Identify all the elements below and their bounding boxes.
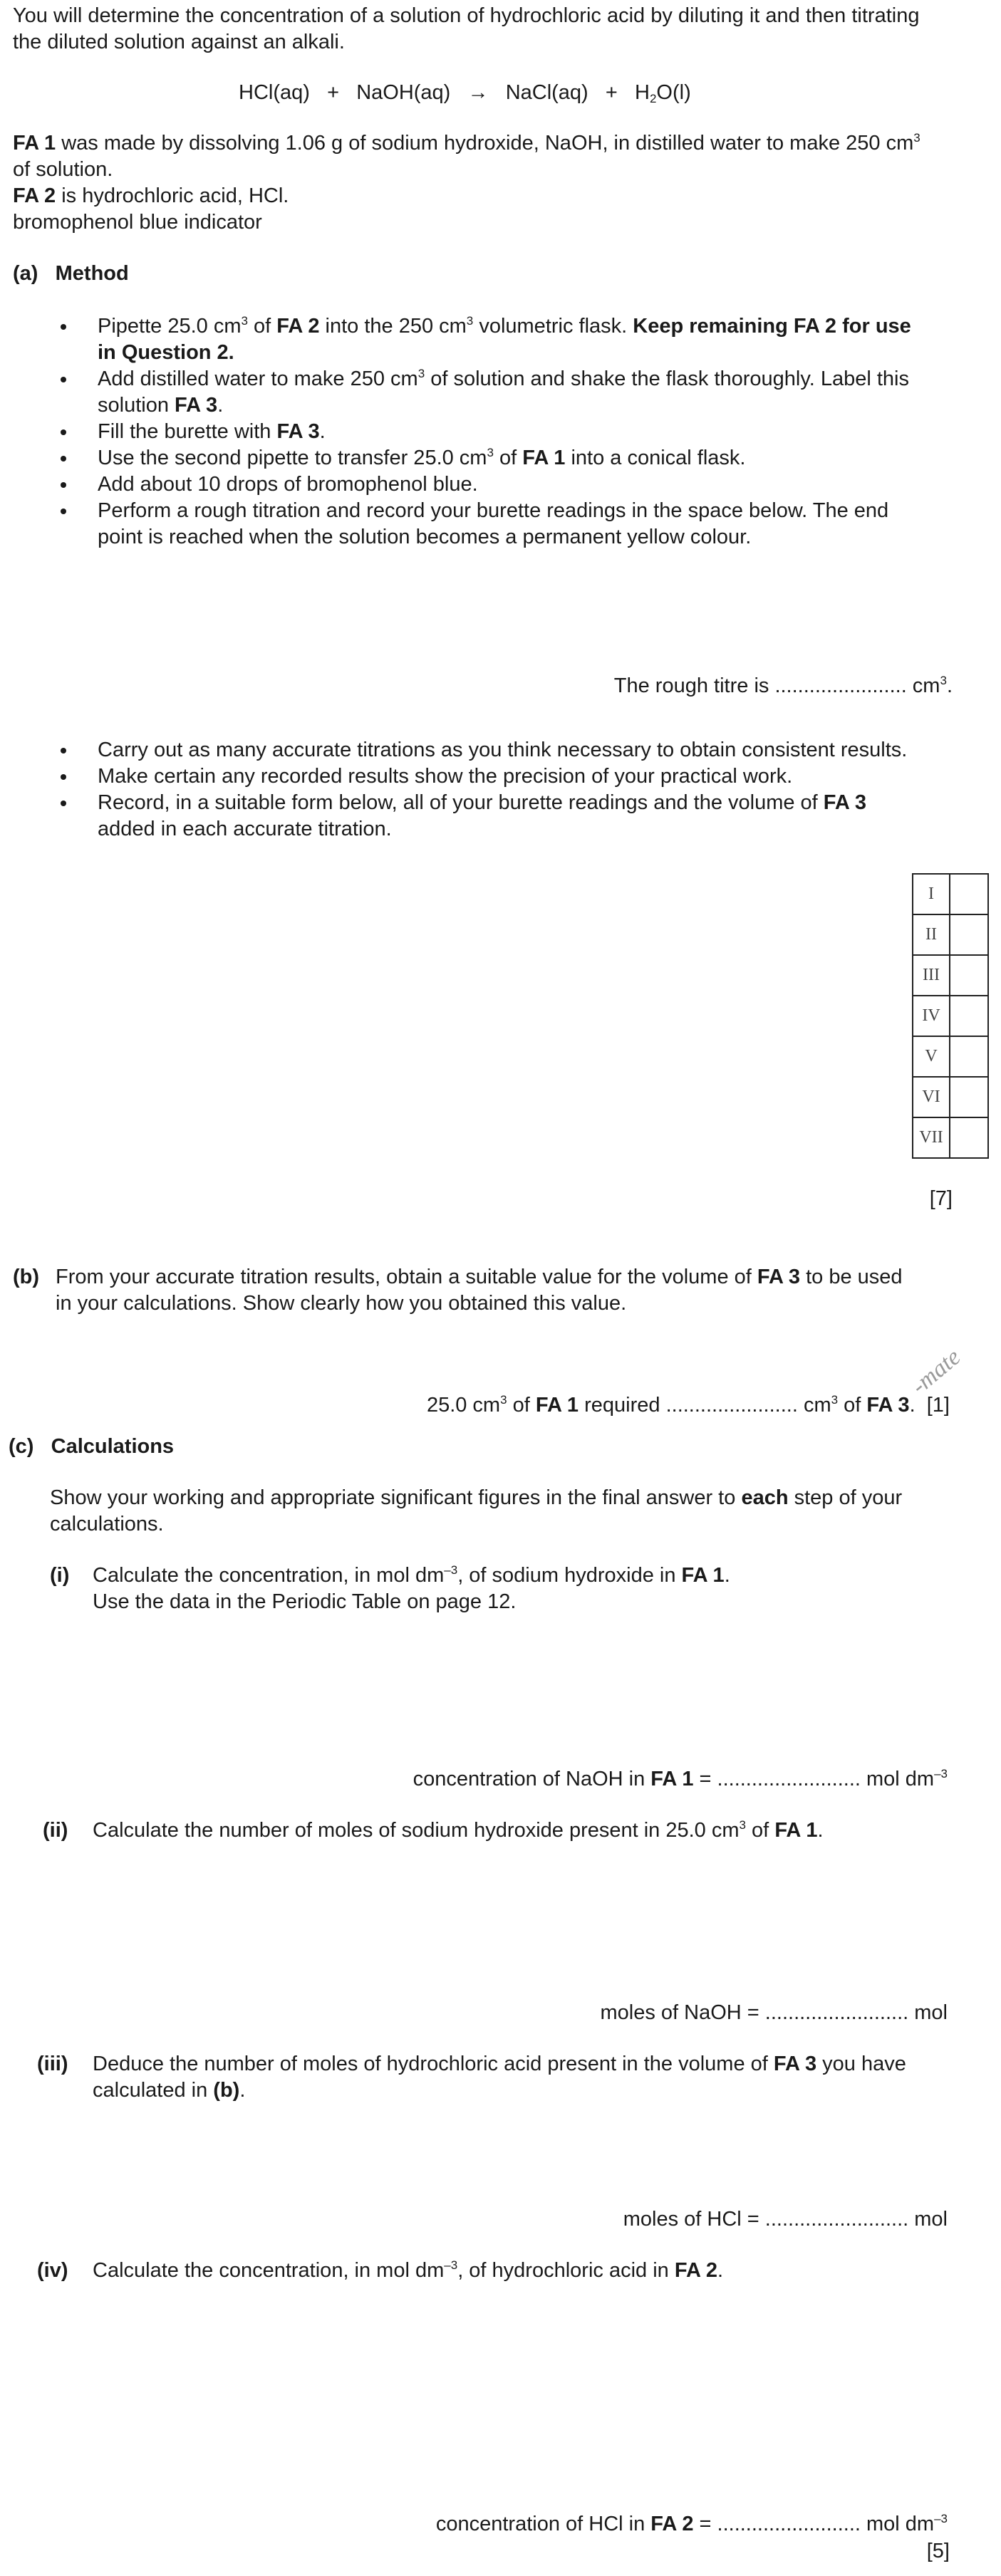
eq-plus-2: + <box>605 81 618 104</box>
part-c-iv-label: (iv) <box>37 2259 68 2282</box>
mark-box <box>950 955 988 996</box>
part-c-i-label: (i) <box>50 1564 70 1587</box>
fa1-description-cont: of solution. <box>13 158 113 181</box>
part-b-question-cont: in your calculations. Show clearly how you obtained this value. <box>56 1292 627 1315</box>
marks-table <box>912 873 989 1159</box>
method-step-9: Record, in a suitable form below, all of your burette readings and the volume of FA 3 <box>98 791 866 814</box>
method-step-2-cont: solution FA 3. <box>98 394 224 417</box>
mark-box <box>950 1117 988 1158</box>
mark-label: VII <box>913 1117 950 1158</box>
part-b-label: (b) <box>13 1266 40 1288</box>
watermark-text: -mate <box>906 1343 966 1399</box>
part-b-answer: 25.0 $cm^3$ of FA 1 required ....................... $cm^3$ of FA 3. [1] <box>426 1393 950 1417</box>
eq-arrow: → <box>467 81 489 104</box>
method-step-8: Make certain any recorded results show the precision of your practical work. <box>98 765 793 788</box>
eq-hcl: HCl(aq) <box>239 81 310 104</box>
mark-label: II <box>913 914 950 955</box>
bullet-icon <box>61 748 66 753</box>
part-c-instructions-cont: calculations. <box>50 1513 164 1535</box>
bullet-icon <box>61 324 66 330</box>
method-step-2: Add distilled water to make 250 $cm^3$ of solution and shake the flask thoroughly. Label this <box>98 367 909 390</box>
part-c-i-question-cont: Use the data in the Periodic Table on page 12. <box>93 1590 517 1613</box>
mark-label: I <box>913 874 950 914</box>
fa1-description: FA 1 was made by dissolving 1.06 g of sodium hydroxide, NaOH, in distilled water to make 250 $cm^3$ <box>13 131 920 155</box>
part-c-instructions: Show your working and appropriate significant figures in the final answer to each step of your <box>50 1486 903 1509</box>
mark-label: III <box>913 955 950 996</box>
fa2-description: FA 2 is hydrochloric acid, HCl. <box>13 184 289 207</box>
method-step-9-cont: added in each accurate titration. <box>98 818 392 840</box>
part-c-heading: (c) Calculations <box>9 1435 175 1458</box>
table-row <box>913 996 988 1036</box>
eq-nacl: NaCl(aq) <box>505 81 588 104</box>
method-step-3: Fill the burette with FA 3. <box>98 420 326 443</box>
bullet-icon <box>61 801 66 806</box>
bullet-icon <box>61 429 66 435</box>
part-a-marks: [7] <box>929 1187 953 1210</box>
mark-label: V <box>913 1036 950 1077</box>
intro-line-1: You will determine the concentration of a solution of hydrochloric acid by diluting it and then titrating <box>13 4 920 27</box>
mark-box <box>950 1077 988 1117</box>
bullet-icon <box>61 482 66 488</box>
method-step-4: Use the second pipette to transfer 25.0 $cm^3$ of FA 1 into a conical flask. <box>98 446 746 469</box>
intro-line-2: the diluted solution against an alkali. <box>13 31 345 53</box>
part-c-iii-answer: moles of HCl = ......................... mol <box>623 2208 948 2231</box>
bullet-icon <box>61 377 66 382</box>
part-c-iii-question-cont: calculated in (b). <box>93 2079 246 2102</box>
table-row <box>913 914 988 955</box>
reaction-equation <box>239 80 691 106</box>
part-c-i-answer: concentration of NaOH in FA 1 = ......................... mol $dm^{-3}$ <box>413 1767 948 1790</box>
bullet-icon <box>61 774 66 780</box>
method-step-1: Pipette 25.0 $cm^3$ of FA 2 into the 250 $cm^3$ volumetric flask. Keep remaining FA 2 for use <box>98 314 911 338</box>
method-step-1-cont: in Question 2. <box>98 341 234 364</box>
bullet-icon <box>61 509 66 514</box>
method-step-6: Perform a rough titration and record your burette readings in the space below. The end <box>98 499 889 522</box>
table-row <box>913 1036 988 1077</box>
part-c-iii-question: Deduce the number of moles of hydrochloric acid present in the volume of FA 3 you have <box>93 2053 906 2075</box>
eq-naoh: NaOH(aq) <box>356 81 451 104</box>
method-step-7: Carry out as many accurate titrations as you think necessary to obtain consistent results. <box>98 739 908 761</box>
part-c-iv-answer: concentration of HCl in FA 2 = ......................... mol $dm^{-3}$ <box>435 2512 948 2535</box>
rough-titre-answer: The rough titre is ....................... $cm^3$. <box>613 674 953 697</box>
part-c-ii-question: Calculate the number of moles of sodium hydroxide present in 25.0 $cm^3$ of FA 1. <box>93 1818 824 1842</box>
part-c-ii-label: (ii) <box>43 1819 68 1842</box>
table-row <box>913 874 988 914</box>
eq-plus-1: + <box>327 81 340 104</box>
mark-label: VI <box>913 1077 950 1117</box>
part-c-ii-answer: moles of NaOH = ......................... mol <box>600 2001 948 2024</box>
part-c-i-question: Calculate the concentration, in mol $dm^{-3}$, of sodium hydroxide in FA 1. <box>93 1563 730 1587</box>
part-b-question: From your accurate titration results, obtain a suitable value for the volume of FA 3 to be used <box>56 1266 903 1288</box>
eq-water: $H_2O(l)$ <box>635 81 691 105</box>
part-c-iii-label: (iii) <box>37 2053 68 2075</box>
mark-label: IV <box>913 996 950 1036</box>
bullet-icon <box>61 456 66 462</box>
method-step-5: Add about 10 drops of bromophenol blue. <box>98 473 478 496</box>
table-row <box>913 955 988 996</box>
part-a-heading: (a) Method <box>13 262 129 285</box>
mark-box <box>950 914 988 955</box>
indicator-description: bromophenol blue indicator <box>13 211 262 234</box>
mark-box <box>950 874 988 914</box>
table-row <box>913 1077 988 1117</box>
mark-box <box>950 996 988 1036</box>
part-c-marks: [5] <box>926 2540 950 2562</box>
part-c-iv-question: Calculate the concentration, in mol $dm^{-3}$, of hydrochloric acid in FA 2. <box>93 2258 724 2282</box>
table-row <box>913 1117 988 1158</box>
method-step-6-cont: point is reached when the solution becomes a permanent yellow colour. <box>98 526 752 548</box>
mark-box <box>950 1036 988 1077</box>
